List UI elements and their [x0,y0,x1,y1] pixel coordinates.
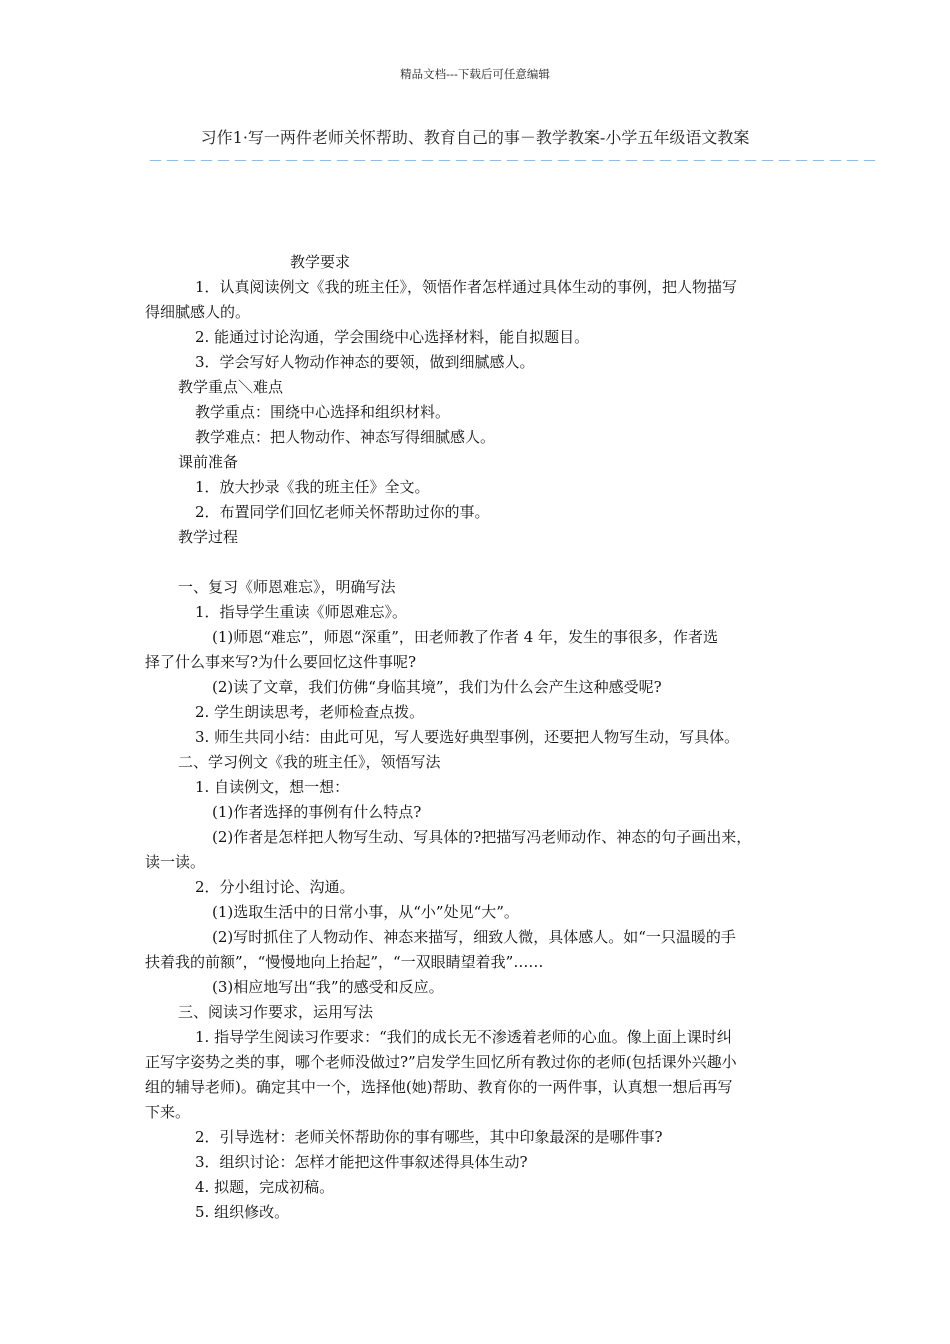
text-line: 教学重点：围绕中心选择和组织材料。 [195,403,451,421]
text-line: (2)作者是怎样把人物写生动、写具体的?把描写冯老师动作、神态的句子画出来， [212,828,752,846]
text-line: 正写字姿势之类的事，哪个老师没做过?”启发学生回忆所有教过你的老师(包括课外兴趣小 [145,1053,737,1071]
text-line: 2. 学生朗读思考，老师检查点拨。 [195,703,425,721]
section-heading: 教学重点＼难点 [178,378,284,396]
text-line: 教学难点：把人物动作、神态写得细腻感人。 [195,428,496,446]
section-heading: 二、学习例文《我的班主任》，领悟写法 [178,753,441,771]
text-line: (1)师恩“难忘”，师恩“深重”，田老师教了作者 4 年，发生的事很多，作者选 [212,628,719,646]
text-line: 2．分小组讨论、沟通。 [195,878,355,896]
section-heading: 一、复习《师恩难忘》，明确写法 [178,578,396,596]
text-line: 3．学会写好人物动作神态的要领，做到细腻感人。 [195,353,535,371]
section-heading: 教学过程 [178,528,239,546]
text-line: 3. 师生共同小结：由此可见，写人要选好典型事例，还要把人物写生动，写具体。 [195,728,740,746]
text-line: (1)选取生活中的日常小事，从“小”处见“大”。 [212,903,519,921]
text-line: 1．指导学生重读《师恩难忘》。 [195,603,408,621]
section-heading: 教学要求 [290,253,351,271]
section-heading: 课前准备 [178,453,239,471]
text-line: (3)相应地写出“我”的感受和反应。 [212,978,444,996]
text-line: 3．组织讨论：怎样才能把这件事叙述得具体生动? [195,1153,528,1171]
text-line: 2. 能通过讨论沟通，学会围绕中心选择材料，能自拟题目。 [195,328,590,346]
text-line: 组的辅导老师)。确定其中一个，选择他(她)帮助、教育你的一两件事，认真想一想后再写 [145,1078,733,1096]
text-line: (1)作者选择的事例有什么特点? [212,803,422,821]
text-line: (2)读了文章，我们仿佛“身临其境”，我们为什么会产生这种感受呢? [212,678,662,696]
page-header: 精品文档---下载后可任意编辑 [400,67,550,81]
text-line: 2．引导选材：老师关怀帮助你的事有哪些，其中印象最深的是哪件事? [195,1128,663,1146]
text-line: 1．认真阅读例文《我的班主任》，领悟作者怎样通过具体生动的事例，把人物描写 [195,278,738,296]
title-rule: －－－－－－－－－－－－－－－－－－－－－－－－－－－－－－－－－－－－－－－－－－－ [148,152,880,170]
text-line: (2)写时抓住了人物动作、神态来描写，细致人微，具体感人。如“一只温暖的手 [212,928,736,946]
text-line: 1. 指导学生阅读习作要求：“我们的成长无不渗透着老师的心血。像上面上课时纠 [195,1028,732,1046]
section-heading: 三、阅读习作要求，运用写法 [178,1003,374,1021]
text-line: 4. 拟题，完成初稿。 [195,1178,335,1196]
text-line: 得细腻感人的。 [145,303,251,321]
text-line: 扶着我的前额”，“慢慢地向上抬起”，“一双眼睛望着我”…… [145,953,544,971]
text-line: 2．布置同学们回忆老师关怀帮助过你的事。 [195,503,490,521]
text-line: 5. 组织修改。 [195,1203,290,1221]
text-line: 择了什么事来写?为什么要回忆这件事呢? [145,653,417,671]
document-title: 习作1·写一两件老师关怀帮助、教育自己的事－教学教案-小学五年级语文教案 [200,128,750,147]
text-line: 下来。 [145,1103,191,1121]
text-line: 读一读。 [145,853,206,871]
text-line: 1．放大抄录《我的班主任》全文。 [195,478,430,496]
text-line: 1. 自读例文，想一想： [195,778,350,796]
